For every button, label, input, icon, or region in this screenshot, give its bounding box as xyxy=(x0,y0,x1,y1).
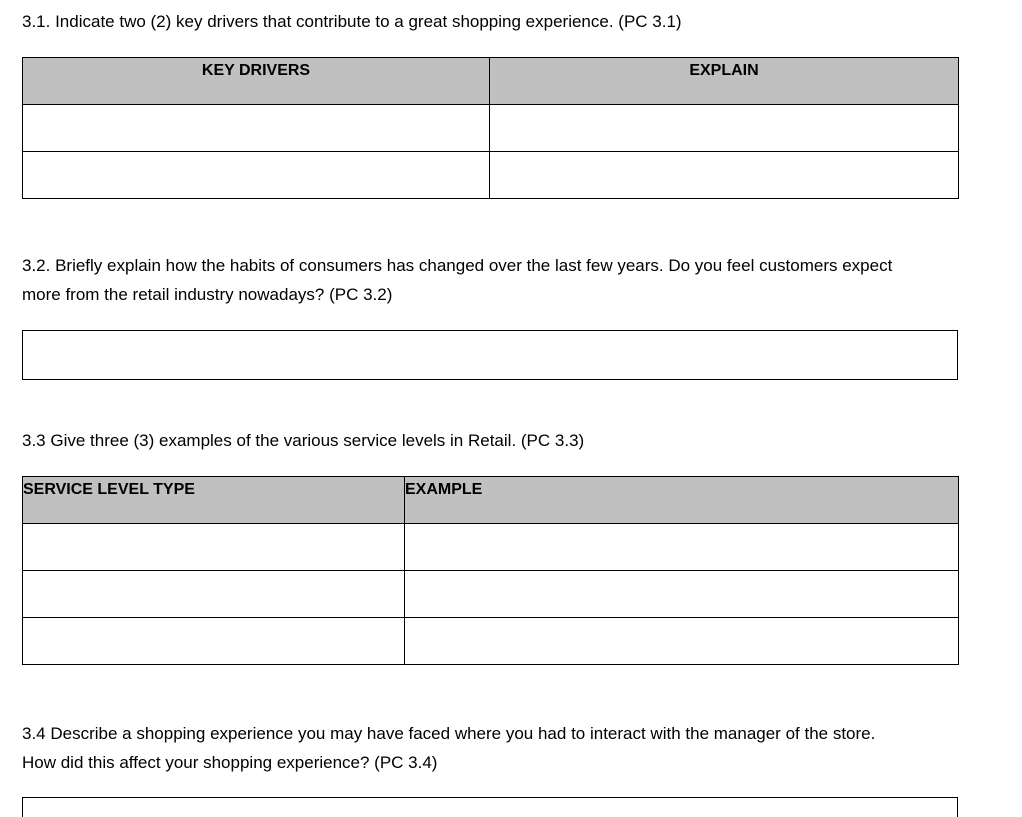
explain-cell-2[interactable] xyxy=(490,152,959,199)
example-cell-1[interactable] xyxy=(405,524,959,571)
question-3-2-line-2: more from the retail industry nowadays? (PC 3.2) xyxy=(22,285,393,304)
service-level-cell-2[interactable] xyxy=(23,571,405,618)
question-3-4-text xyxy=(22,719,962,777)
key-driver-cell-2[interactable] xyxy=(23,152,490,199)
question-3-4-line-2: How did this affect your shopping experience? (PC 3.4) xyxy=(22,753,438,772)
question-3-4-line-1: 3.4 Describe a shopping experience you may have faced where you had to interact with the manager of the store. xyxy=(22,724,876,743)
header-example: EXAMPLE xyxy=(405,477,959,524)
example-cell-2[interactable] xyxy=(405,571,959,618)
example-cell-3[interactable] xyxy=(405,618,959,665)
question-3-1-text: 3.1. Indicate two (2) key drivers that contribute to a great shopping experience. (PC 3.1) xyxy=(22,12,682,31)
explain-cell-1[interactable] xyxy=(490,105,959,152)
service-level-cell-1[interactable] xyxy=(23,524,405,571)
answer-box-3-2[interactable] xyxy=(22,330,958,380)
table-row xyxy=(23,105,959,152)
service-level-cell-3[interactable] xyxy=(23,618,405,665)
table-row xyxy=(23,571,959,618)
table-row xyxy=(23,524,959,571)
question-3-3-text: 3.3 Give three (3) examples of the various service levels in Retail. (PC 3.3) xyxy=(22,431,585,450)
table-row xyxy=(23,618,959,665)
key-driver-cell-1[interactable] xyxy=(23,105,490,152)
header-service-level-type: SERVICE LEVEL TYPE xyxy=(23,477,405,524)
answer-box-3-4[interactable] xyxy=(22,797,958,817)
key-drivers-table xyxy=(22,57,959,199)
table-header-row xyxy=(23,477,959,524)
question-3-2-line-1: 3.2. Briefly explain how the habits of consumers has changed over the last few years. Do you feel customers expect xyxy=(22,256,893,275)
header-key-drivers: KEY DRIVERS xyxy=(23,58,490,105)
service-levels-table xyxy=(22,476,959,665)
table-row xyxy=(23,152,959,199)
table-header-row xyxy=(23,58,959,105)
question-3-2-text xyxy=(22,251,962,309)
header-explain: EXPLAIN xyxy=(490,58,959,105)
